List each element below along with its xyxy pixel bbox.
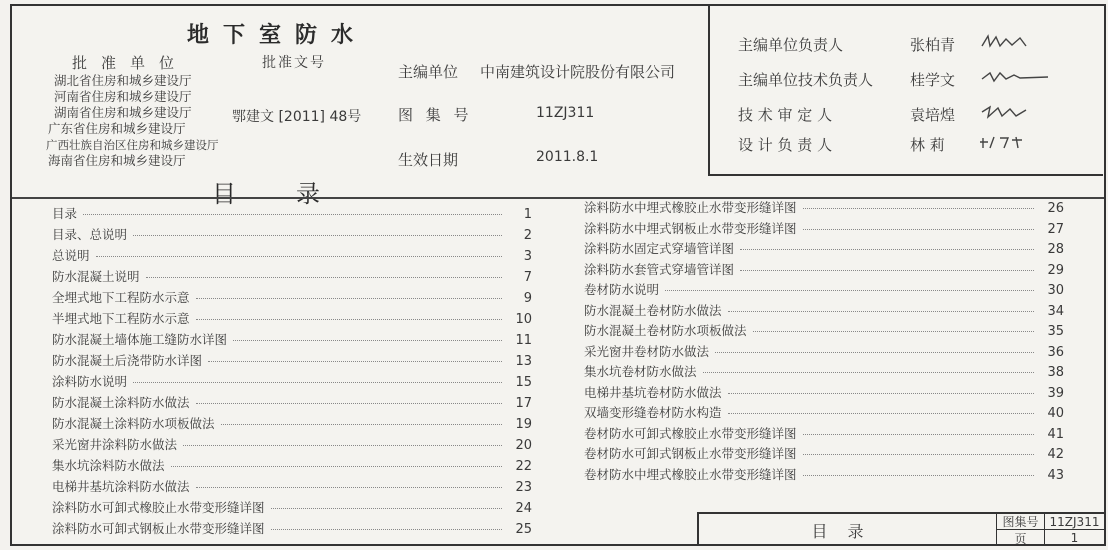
toc-leader-dots — [803, 229, 1034, 230]
toc-entry-label: 目录、总说明 — [52, 227, 128, 242]
toc-entry-label: 涂料防水中埋式橡胶止水带变形缝详图 — [584, 200, 797, 215]
toc-entry-page: 25 — [515, 522, 532, 537]
toc-leader-dots — [703, 372, 1034, 373]
toc-entry-page: 1 — [523, 207, 532, 222]
toc-entry-page: 41 — [1047, 426, 1064, 442]
toc-entry[interactable] — [52, 225, 532, 245]
toc-entry-page: 36 — [1047, 344, 1064, 360]
toc-entry[interactable] — [52, 204, 532, 224]
toc-entry-label: 集水坑卷材防水做法 — [584, 364, 697, 379]
title-block — [697, 512, 1104, 546]
toc-entry-page: 13 — [515, 354, 532, 369]
toc-leader-dots — [271, 529, 502, 530]
toc-entry-label: 全埋式地下工程防水示意 — [52, 290, 190, 305]
header-left — [12, 6, 708, 176]
signature-zhang — [980, 34, 1030, 50]
toc-entry-page: 42 — [1047, 447, 1064, 462]
toc-leader-dots — [803, 454, 1034, 455]
toc-entry[interactable] — [52, 498, 532, 518]
toc-entry-page: 26 — [1047, 201, 1064, 216]
toc-entry-label: 防水混凝土后浇带防水详图 — [52, 353, 203, 368]
toc-entry-page: 40 — [1047, 406, 1064, 421]
toc-leader-dots — [196, 319, 502, 320]
toc-entry-label: 涂料防水固定式穿墙管详图 — [584, 241, 735, 256]
toc-entry[interactable] — [584, 198, 1064, 218]
toc-leader-dots — [208, 361, 502, 362]
approve-doc-heading: 批准文号 — [262, 55, 326, 71]
toc-entry[interactable] — [52, 393, 532, 413]
page-title: 地下室防水 — [187, 23, 368, 48]
toc-entry[interactable] — [584, 342, 1064, 362]
toc-entry[interactable] — [52, 372, 532, 392]
toc-leader-dots — [665, 290, 1034, 291]
toc-entry-page: 29 — [1047, 262, 1064, 278]
toc-entry-label: 涂料防水可卸式橡胶止水带变形缝详图 — [52, 500, 265, 515]
toc-leader-dots — [196, 298, 502, 299]
toc-leader-dots — [271, 508, 502, 509]
toc-leader-dots — [221, 424, 502, 425]
toc-entry-label: 总说明 — [52, 248, 90, 263]
responsible-name: 林 莉 — [910, 136, 945, 154]
toc-entry[interactable] — [52, 309, 532, 329]
toc-entry[interactable] — [584, 444, 1064, 464]
signature-lin — [980, 134, 1030, 150]
editor-label: 主编单位 — [398, 63, 459, 81]
title-block-atlas-value: 11ZJ311 — [1044, 514, 1104, 530]
toc-entry-label: 双墙变形缝卷材防水构造 — [584, 405, 722, 420]
toc-leader-dots — [803, 434, 1034, 435]
toc-entry-page: 19 — [515, 417, 532, 432]
toc-leader-dots — [740, 249, 1034, 250]
toc-entry-page: 17 — [515, 396, 532, 411]
toc-entry-page: 15 — [515, 375, 532, 390]
toc-entry[interactable] — [584, 219, 1064, 239]
toc-leader-dots — [146, 277, 502, 278]
toc-entry[interactable] — [584, 362, 1064, 382]
effective-label: 生效日期 — [398, 151, 459, 169]
toc-entry-label: 目录 — [52, 206, 78, 221]
toc-entry[interactable] — [584, 424, 1064, 444]
toc-entry-label: 防水混凝土卷材防水项板做法 — [584, 323, 747, 338]
toc-leader-dots — [83, 214, 502, 215]
toc-entry-label: 卷材防水可卸式橡胶止水带变形缝详图 — [584, 425, 797, 441]
title-block-name: 目录 — [811, 521, 884, 541]
approve-unit: 海南省住房和城乡建设厅 — [48, 153, 186, 168]
toc-entry-page: 11 — [515, 333, 532, 348]
toc-entry-label: 半埋式地下工程防水示意 — [52, 311, 190, 326]
toc-entry-label: 防水混凝土墙体施工缝防水详图 — [52, 332, 228, 347]
toc-entry-page: 7 — [523, 270, 532, 285]
approve-units-list — [46, 73, 219, 169]
toc-entry-page: 20 — [515, 438, 532, 453]
toc-entry-page: 39 — [1047, 385, 1064, 401]
toc-leader-dots — [740, 270, 1034, 271]
toc-entry-page: 43 — [1047, 467, 1064, 483]
toc-entry-label: 卷材防水可卸式钢板止水带变形缝详图 — [584, 446, 797, 461]
toc-title: 目录 — [212, 180, 380, 208]
toc-entry[interactable] — [584, 239, 1064, 259]
responsible-name: 张柏青 — [910, 36, 956, 54]
toc-entry[interactable] — [52, 351, 532, 371]
approve-unit: 湖北省住房和城乡建设厅 — [54, 73, 192, 88]
toc-entry[interactable] — [584, 403, 1064, 423]
toc-leader-dots — [753, 331, 1034, 332]
toc-entry-page: 35 — [1047, 324, 1064, 339]
toc-entry-label: 涂料防水中埋式钢板止水带变形缝详图 — [584, 220, 797, 236]
toc-entry[interactable] — [52, 435, 532, 455]
toc-leader-dots — [183, 445, 502, 446]
toc-leader-dots — [728, 393, 1034, 394]
toc-entry[interactable] — [52, 519, 532, 539]
atlas-value: 11ZJ311 — [536, 105, 595, 121]
approve-unit: 广东省住房和城乡建设厅 — [48, 121, 186, 136]
atlas-label: 图 集 号 — [398, 106, 473, 124]
title-block-atlas-label: 图集号 — [996, 514, 1044, 530]
toc-entry[interactable] — [584, 280, 1064, 300]
responsible-role: 主编单位技术负责人 — [738, 71, 874, 89]
toc-entry-page: 27 — [1047, 221, 1064, 237]
responsible-name: 桂学文 — [910, 71, 956, 89]
toc-entry-label: 涂料防水套管式穿墙管详图 — [584, 261, 735, 277]
toc-entry-label: 集水坑涂料防水做法 — [52, 458, 165, 473]
toc-leader-dots — [133, 382, 502, 383]
toc-entry-label: 防水混凝土涂料防水项板做法 — [52, 416, 215, 431]
toc-leader-dots — [96, 256, 502, 257]
toc-entry-label: 电梯井基坑卷材防水做法 — [584, 384, 722, 400]
toc-entry[interactable] — [52, 288, 532, 308]
toc-leader-dots — [728, 413, 1034, 414]
toc-leader-dots — [803, 208, 1034, 209]
responsible-panel — [708, 6, 1103, 176]
toc-entry-label: 涂料防水说明 — [52, 374, 128, 389]
toc-entry[interactable] — [584, 260, 1064, 280]
drawing-sheet — [10, 4, 1106, 546]
toc-entry-label: 电梯井基坑涂料防水做法 — [52, 479, 190, 494]
toc-entry-page: 30 — [1047, 283, 1064, 298]
approval-doc-number: 鄂建文 [2011] 48号 — [232, 109, 362, 125]
editor-value: 中南建筑设计院股份有限公司 — [480, 63, 676, 81]
title-block-page-label: 页 — [996, 530, 1044, 546]
toc-entry-label: 采光窗井卷材防水做法 — [584, 343, 710, 359]
toc-entry-label: 采光窗井涂料防水做法 — [52, 437, 178, 452]
toc-leader-dots — [715, 352, 1034, 353]
toc-entry-label: 卷材防水说明 — [584, 282, 660, 297]
signature-gui — [980, 69, 1050, 85]
toc-entry-label: 防水混凝土卷材防水做法 — [584, 302, 722, 318]
toc-entry[interactable] — [52, 330, 532, 350]
effective-value: 2011.8.1 — [536, 149, 599, 165]
toc-entry-page: 34 — [1047, 303, 1064, 319]
toc-leader-dots — [803, 475, 1034, 476]
toc-entry[interactable] — [584, 465, 1064, 485]
title-block-page-value: 1 — [1044, 530, 1104, 546]
toc-entry-page: 23 — [515, 480, 532, 495]
responsible-role: 技 术 审 定 人 — [738, 106, 833, 124]
toc-entry-page: 2 — [523, 228, 532, 243]
toc-entry[interactable] — [52, 414, 532, 434]
responsible-name: 袁培煌 — [910, 106, 956, 124]
responsible-role: 设 计 负 责 人 — [738, 136, 833, 154]
toc-entry[interactable] — [52, 456, 532, 476]
toc-leader-dots — [171, 466, 502, 467]
toc-entry-label: 卷材防水中埋式橡胶止水带变形缝详图 — [584, 466, 797, 482]
toc-entry-page: 22 — [515, 459, 532, 474]
signature-yuan — [980, 104, 1030, 120]
toc-entry-page: 38 — [1047, 365, 1064, 380]
approve-unit-heading: 批准单位 — [72, 54, 189, 72]
approve-unit: 河南省住房和城乡建设厅 — [54, 89, 192, 104]
toc-entry-page: 28 — [1047, 242, 1064, 257]
toc-leader-dots — [728, 311, 1034, 312]
toc-entry-label: 防水混凝土涂料防水做法 — [52, 395, 190, 410]
toc-entry[interactable] — [52, 267, 532, 287]
toc-entry-page: 24 — [515, 501, 532, 516]
toc-entry[interactable] — [52, 246, 532, 266]
toc-entry-label: 涂料防水可卸式钢板止水带变形缝详图 — [52, 521, 265, 536]
toc-entry[interactable] — [52, 477, 532, 497]
approve-unit: 湖南省住房和城乡建设厅 — [54, 105, 192, 120]
toc-entry-label: 防水混凝土说明 — [52, 269, 140, 284]
toc-entry-page: 3 — [523, 249, 532, 264]
toc-leader-dots — [133, 235, 502, 236]
toc-entry-page: 9 — [523, 291, 532, 306]
toc-entry[interactable] — [584, 301, 1064, 321]
toc-leader-dots — [233, 340, 502, 341]
toc-leader-dots — [196, 487, 502, 488]
toc-entry[interactable] — [584, 383, 1064, 403]
toc-entry-page: 10 — [515, 312, 532, 327]
toc-entry[interactable] — [584, 321, 1064, 341]
toc-leader-dots — [196, 403, 502, 404]
responsible-role: 主编单位负责人 — [738, 36, 844, 54]
approve-unit: 广西壮族自治区住房和城乡建设厅 — [46, 138, 219, 152]
